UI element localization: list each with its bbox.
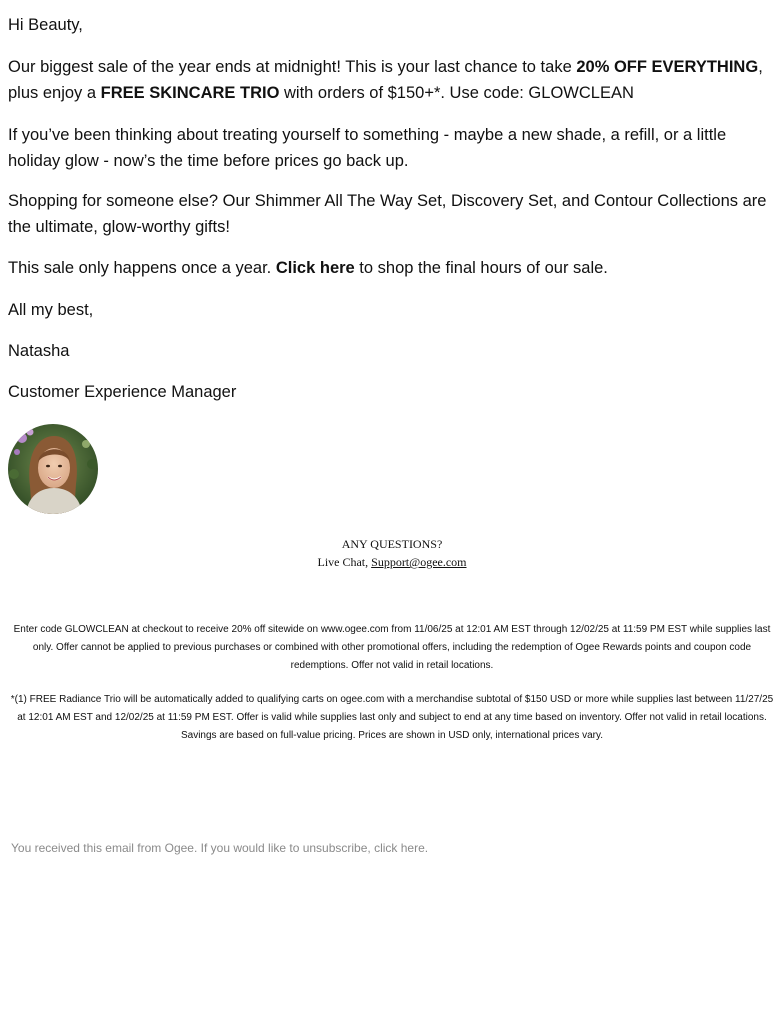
questions-block	[0, 535, 784, 571]
greeting: Hi Beauty,	[8, 16, 83, 34]
shop-text-1: This sale only happens once a year.	[8, 259, 276, 277]
unsubscribe-link[interactable]: click here.	[374, 841, 429, 855]
fineprint-discount: Enter code GLOWCLEAN at checkout to receive 20% off sitewide on www.ogee.com from 11/06/25 at 12:01 AM EST through 12/02/25 at 11:59 PM EST while supplies last only. Offer cannot be applied to previous purchases or combined with other promotional offers, including the redemption of Ogee Rewards points and coupon code redemptions. Offer not valid in retail locations.	[13, 624, 771, 671]
fineprint-free-trio: *(1) FREE Radiance Trio will be automatically added to qualifying carts on ogee.com with a merchandise subtotal of $150 USD or more while supplies last between 11/27/25 at 12:01 AM EST and 12/02/25 at 11:59 PM EST. Offer is valid while supplies last only and subject to end at any time based on inventory. Offer not valid in retail locations. Savings are based on full-value pricing. Prices are shown in USD only, international prices vary.	[10, 694, 774, 741]
support-email-link[interactable]: Support@ogee.com	[371, 555, 467, 569]
sale-announcement	[8, 55, 776, 106]
free-trio-highlight: FREE SKINCARE TRIO	[100, 83, 280, 102]
questions-heading: ANY QUESTIONS?	[341, 537, 443, 551]
signoff: All my best,	[8, 301, 94, 319]
unsubscribe-text: You received this email from Ogee. If you would like to unsubscribe,	[11, 841, 375, 855]
sale-text-2: , plus enjoy a	[8, 58, 763, 102]
avatar-photo	[8, 424, 98, 514]
contact-line	[0, 553, 784, 571]
sale-text-1: Our biggest sale of the year ends at midnight! This is your last chance to take	[8, 58, 577, 76]
unsubscribe-footer	[11, 839, 428, 857]
live-chat-label: Live Chat,	[317, 555, 372, 569]
avatar	[8, 424, 98, 514]
gift-paragraph: Shopping for someone else? Our Shimmer All The Way Set, Discovery Set, and Contour Collections are the ultimate, glow-worthy gifts!	[8, 192, 767, 236]
sale-text-3: with orders of $150+*. Use code: GLOWCLEAN	[279, 83, 634, 102]
signature-title: Customer Experience Manager	[8, 383, 237, 401]
treat-yourself-paragraph: If you’ve been thinking about treating yourself to something - maybe a new shade, a refill, or a little holiday glow - now’s the time before prices go back up.	[8, 126, 727, 170]
shop-sale-link[interactable]: Click here	[275, 259, 355, 277]
shop-text-2: to shop the final hours of our sale.	[354, 259, 608, 277]
signature-name: Natasha	[8, 342, 70, 360]
discount-highlight: 20% OFF EVERYTHING	[576, 58, 759, 76]
shop-paragraph	[8, 256, 776, 282]
